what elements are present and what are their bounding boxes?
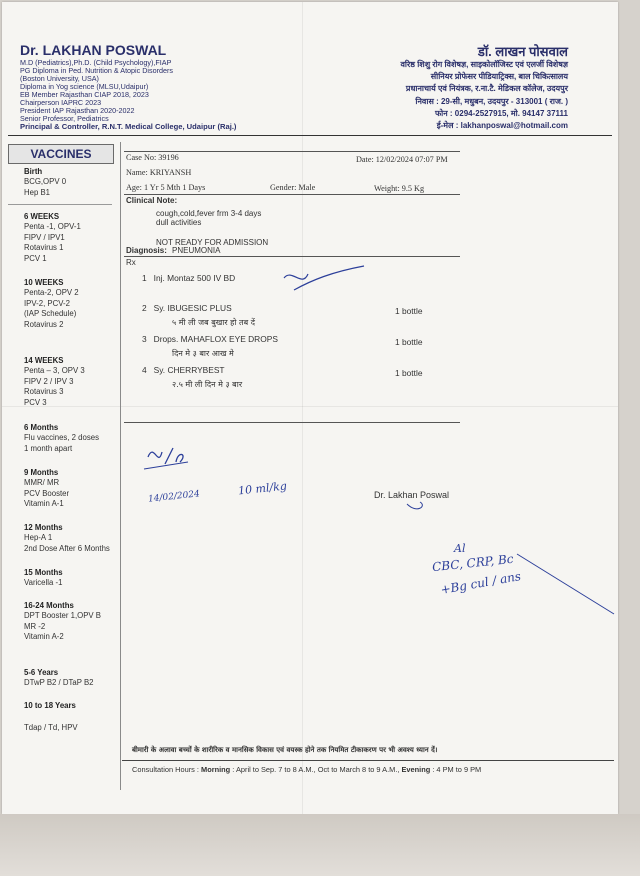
vaccine-item: FIPV / IPV1 bbox=[24, 232, 65, 242]
evening-label: Evening bbox=[401, 765, 431, 774]
vaccine-item: Penta -1, OPV-1 bbox=[24, 222, 81, 232]
hours-label: Consultation Hours : bbox=[132, 765, 199, 774]
rx-instruction: ५ मी ली जब बुखार हो तब दें bbox=[172, 318, 255, 327]
vaccine-item: 2nd Dose After 6 Months bbox=[24, 543, 110, 553]
vaccine-age: Birth bbox=[24, 167, 43, 176]
hindi-line: निवास : 29-सी, मधुबन, उदयपुर - 313001 ( राज. ) bbox=[415, 97, 568, 106]
doctor-name: Dr. LAKHAN POSWAL bbox=[20, 42, 167, 58]
vaccine-item: BCG,OPV 0 bbox=[24, 177, 67, 187]
qualification-line: EB Member Rajasthan CIAP 2018, 2023 bbox=[20, 90, 149, 99]
background-surface bbox=[0, 814, 640, 876]
vaccine-item: Rotavirus 2 bbox=[24, 319, 64, 329]
vaccine-age: 9 Months bbox=[24, 468, 59, 477]
vaccine-item: Flu vaccines, 2 doses bbox=[24, 433, 99, 443]
rx-medicine: Sy. IBUGESIC PLUS bbox=[153, 303, 232, 313]
vaccine-item: Hep B1 bbox=[24, 187, 51, 197]
prescription-sheet bbox=[2, 2, 618, 814]
patient-name: Name: KRIYANSH bbox=[126, 168, 192, 177]
footer-hindi-note: बीमारी के अलावा बच्चों के शारीरिक व मानसिक विकास एवं वयस्क होने तक नियमित टीकाकरण पर भी अवश्य ध्यान दें। bbox=[132, 746, 438, 754]
admission-note: NOT READY FOR ADMISSION bbox=[156, 238, 269, 247]
signature-name: Dr. Lakhan Poswal bbox=[374, 490, 450, 500]
diagnosis-value: PNEUMONIA bbox=[172, 246, 221, 255]
footer-rule bbox=[122, 760, 614, 761]
vaccine-age: 16-24 Months bbox=[24, 601, 74, 610]
clinical-note-label: Clinical Note: bbox=[126, 196, 178, 205]
vaccine-item: DPT Booster 1,OPV B bbox=[24, 611, 101, 621]
vaccine-item: Penta – 3, OPV 3 bbox=[24, 366, 85, 376]
rx-medicine: Inj. Montaz 500 IV BD bbox=[153, 273, 236, 283]
rx-medicine: Sy. CHERRYBEST bbox=[153, 365, 225, 375]
vaccine-item: PCV Booster bbox=[24, 488, 70, 498]
visit-date: Date: 12/02/2024 07:07 PM bbox=[356, 155, 448, 164]
hindi-line: सीनियर प्रोफेसर पीडियाट्रिक्स, बाल चिकित्सालय bbox=[430, 72, 568, 81]
rx-symbol: Rx bbox=[126, 258, 136, 267]
rx-instruction: २.५ मी ली दिन मे ३ बार bbox=[172, 380, 243, 389]
evening-hours: : 4 PM to 9 PM bbox=[432, 765, 482, 774]
vaccine-age: 5-6 Years bbox=[24, 668, 59, 677]
rx-number: 3 bbox=[142, 334, 147, 344]
rx-quantity: 1 bottle bbox=[395, 337, 423, 347]
morning-label: Morning bbox=[201, 765, 231, 774]
qualification-line: President IAP Rajasthan 2020-2022 bbox=[20, 106, 135, 115]
rx-instruction: दिन मे ३ बार आख मे bbox=[172, 349, 234, 358]
doctor-position: Principal & Controller, R.N.T. Medical College, Udaipur (Raj.) bbox=[20, 122, 237, 131]
qualification-line: Senior Professor, Pediatrics bbox=[20, 114, 109, 123]
clinical-note-line: dull activities bbox=[156, 218, 202, 227]
consultation-hours bbox=[132, 765, 481, 774]
vaccine-item: MMR/ MR bbox=[24, 478, 60, 488]
handwritten-rx-note: CBC, CRP, Bc bbox=[431, 551, 515, 575]
morning-hours: : April to Sep. 7 to 8 A.M., Oct to March 8 to 9 A.M., bbox=[232, 765, 400, 774]
handwritten-arrow bbox=[517, 554, 614, 614]
vaccine-item: Penta-2, OPV 2 bbox=[24, 288, 79, 298]
handwritten-note: 10 ml/kg bbox=[237, 479, 288, 498]
qualification-line: Diploma in Yog science (MLSU,Udaipur) bbox=[20, 82, 149, 91]
rx-number: 1 bbox=[142, 273, 147, 283]
handwritten-np bbox=[148, 448, 183, 464]
vaccine-age: 10 to 18 Years bbox=[24, 701, 76, 710]
vaccines-heading: VACCINES bbox=[8, 144, 114, 164]
qualification-line: Chairperson IAPRC 2023 bbox=[20, 98, 102, 107]
vaccine-item: Rotavirus 3 bbox=[24, 387, 64, 397]
patient-gender: Gender: Male bbox=[270, 183, 316, 192]
vaccine-item: FIPV 2 / IPV 3 bbox=[24, 376, 74, 386]
qualification-line: M.D (Pediatrics),Ph.D. (Child Psychology),FIAP bbox=[20, 58, 172, 67]
qualification-line: PG Diploma in Ped. Nutrition & Atopic Disorders bbox=[20, 66, 173, 75]
handwritten-date: 14/02/2024 bbox=[147, 489, 201, 505]
vaccine-item: (IAP Schedule) bbox=[24, 309, 77, 319]
vaccine-age: 10 WEEKS bbox=[24, 278, 64, 287]
case-number: Case No: 39196 bbox=[126, 153, 179, 162]
vaccine-age: 6 WEEKS bbox=[24, 212, 60, 221]
patient-weight: Weight: 9.5 Kg bbox=[374, 184, 425, 193]
vaccine-item: DTwP B2 / DTaP B2 bbox=[24, 678, 94, 688]
signature-mark bbox=[407, 502, 422, 509]
handwritten-rx-note: +Bg cul / ans bbox=[439, 569, 522, 597]
clinical-note-line: cough,cold,fever frm 3-4 days bbox=[156, 209, 262, 218]
rx-medicine: Drops. MAHAFLOX EYE DROPS bbox=[153, 334, 278, 344]
hindi-line: ई-मेल : lakhanposwal@hotmail.com bbox=[436, 121, 568, 130]
rx-quantity: 1 bottle bbox=[395, 306, 423, 316]
vaccine-age: 15 Months bbox=[24, 568, 63, 577]
vaccine-item: Rotavirus 1 bbox=[24, 243, 64, 253]
hindi-line: प्रधानाचार्य एवं नियंत्रक, र.ना.टै. मेडिकल कॉलेज, उदयपुर bbox=[405, 84, 568, 93]
rx-quantity: 1 bottle bbox=[395, 368, 423, 378]
doctor-name-hindi: डॉ. लाखन पोसवाल bbox=[477, 44, 568, 59]
qualification-line: (Boston University, USA) bbox=[20, 74, 99, 83]
handwritten-tick bbox=[284, 266, 364, 290]
hindi-line: वरिष्ठ शिशु रोग विशेषज्ञ, साइकोलॉजिस्ट एवं एलर्जी विशेषज्ञ bbox=[400, 60, 568, 69]
rx-number: 2 bbox=[142, 303, 147, 313]
vaccine-item: Varicella -1 bbox=[24, 578, 63, 588]
vaccine-age: 6 Months bbox=[24, 423, 59, 432]
handwriting-strokes bbox=[2, 2, 618, 814]
vaccine-age: 12 Months bbox=[24, 523, 63, 532]
diagnosis-label: Diagnosis: bbox=[126, 246, 167, 255]
handwritten-rx-note: Al bbox=[454, 542, 466, 555]
vaccine-item: 1 month apart bbox=[24, 443, 73, 453]
vaccine-item: MR -2 bbox=[24, 621, 46, 631]
vaccine-item: PCV 3 bbox=[24, 397, 47, 407]
vaccine-item: Vitamin A-1 bbox=[24, 499, 64, 509]
vaccine-item: PCV 1 bbox=[24, 253, 47, 263]
vaccine-item: Tdap / Td, HPV bbox=[24, 723, 78, 732]
vaccine-item: Hep-A 1 bbox=[24, 533, 53, 543]
vaccine-age: 14 WEEKS bbox=[24, 356, 64, 365]
rx-number: 4 bbox=[142, 365, 147, 375]
hindi-line: फोन : 0294-2527915, मो. 94147 37111 bbox=[435, 109, 568, 118]
patient-age: Age: 1 Yr 5 Mth 1 Days bbox=[126, 183, 206, 192]
vaccine-item: IPV-2, PCV-2 bbox=[24, 298, 70, 308]
vaccine-item: Vitamin A-2 bbox=[24, 632, 64, 642]
